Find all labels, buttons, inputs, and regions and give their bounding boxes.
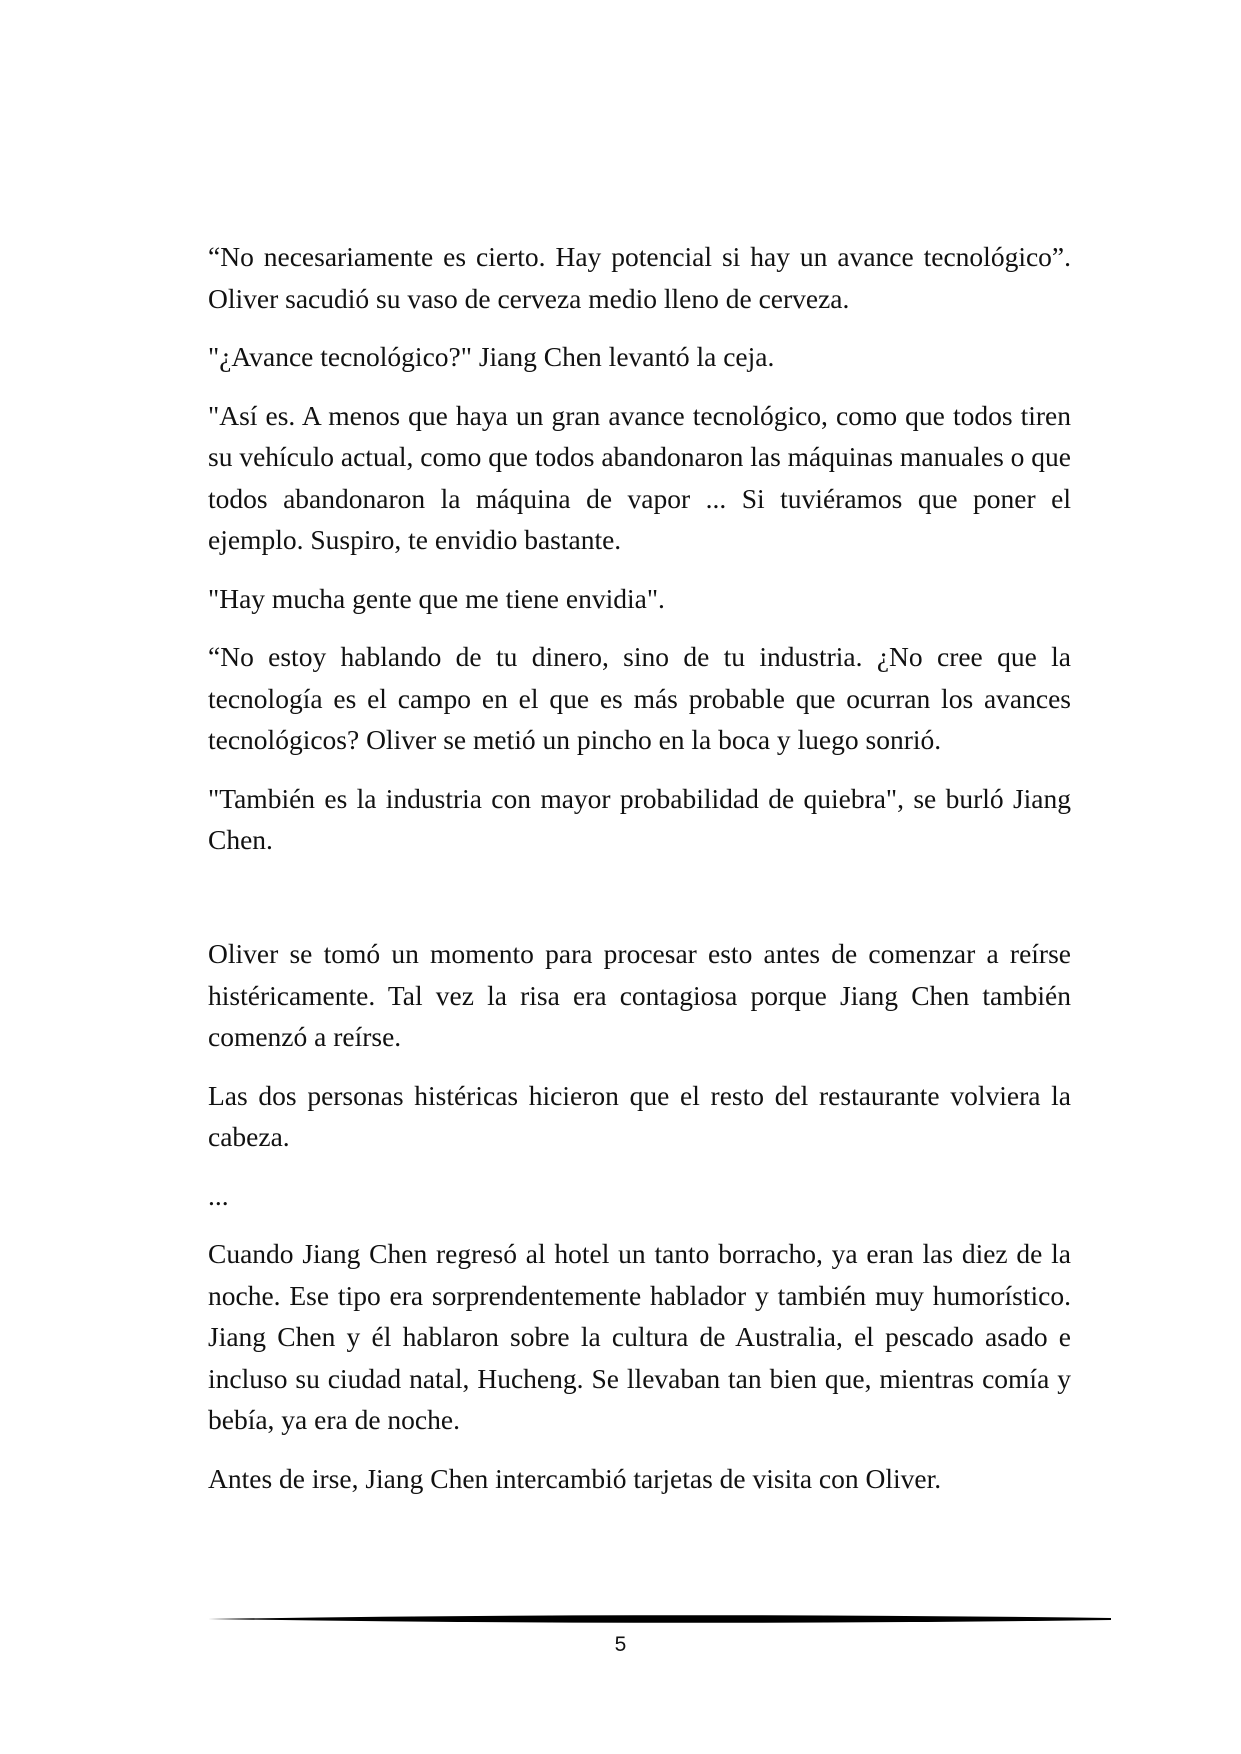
scene-break: ... [208,1179,229,1211]
paragraph: Cuando Jiang Chen regresó al hotel un tanto borracho, ya eran las diez de la noche. Ese tipo era sorprendentemente hablador y también muy humorístico. Jiang Chen y él hablaron sobre la cultura de Australia, el pescado asado e incluso su ciudad natal, Hucheng. Se llevaban tan bien que, mientras comía y bebía, ya era de noche. [208,1238,1071,1435]
paragraph: "¿Avance tecnológico?" Jiang Chen levantó la ceja. [208,341,775,372]
footer-rule [208,1612,1111,1626]
body-text-top [208,236,1071,878]
page-number: 5 [614,1633,627,1656]
paragraph: "Hay mucha gente que me tiene envidia". [208,582,665,614]
paragraph: "Así es. A menos que haya un gran avance tecnológico, como que todos tiren su vehículo actual, como que todos abandonaron las máquinas manuales o que todos abandonaron la máquina de vapor ... Si tuviéramos que poner el ejemplo. Suspiro, te envidio bastante. [208,399,1071,555]
paragraph: “No estoy hablando de tu dinero, sino de tu industria. ¿No cree que la tecnología es el campo en el que es más probable que ocurran los avances tecnológicos? Oliver se metió un pincho en la boca y luego sonrió. [208,641,1071,755]
body-text-bottom [208,933,1071,1516]
paragraph: "También es la industria con mayor probabilidad de quiebra", se burló Jiang Chen. [208,782,1071,855]
paragraph: “No necesariamente es cierto. Hay potencial si hay un avance tecnológico”. Oliver sacudió su vaso de cerveza medio lleno de cerveza. [208,241,1071,314]
paragraph: Oliver se tomó un momento para procesar esto antes de comenzar a reírse histéricamente. Tal vez la risa era contagiosa porque Jiang Chen también comenzó a reírse. [208,938,1071,1052]
paragraph: Antes de irse, Jiang Chen intercambió tarjetas de visita con Oliver. [208,1462,942,1494]
paragraph: Las dos personas histéricas hicieron que el resto del restaurante volviera la cabeza. [208,1079,1071,1152]
